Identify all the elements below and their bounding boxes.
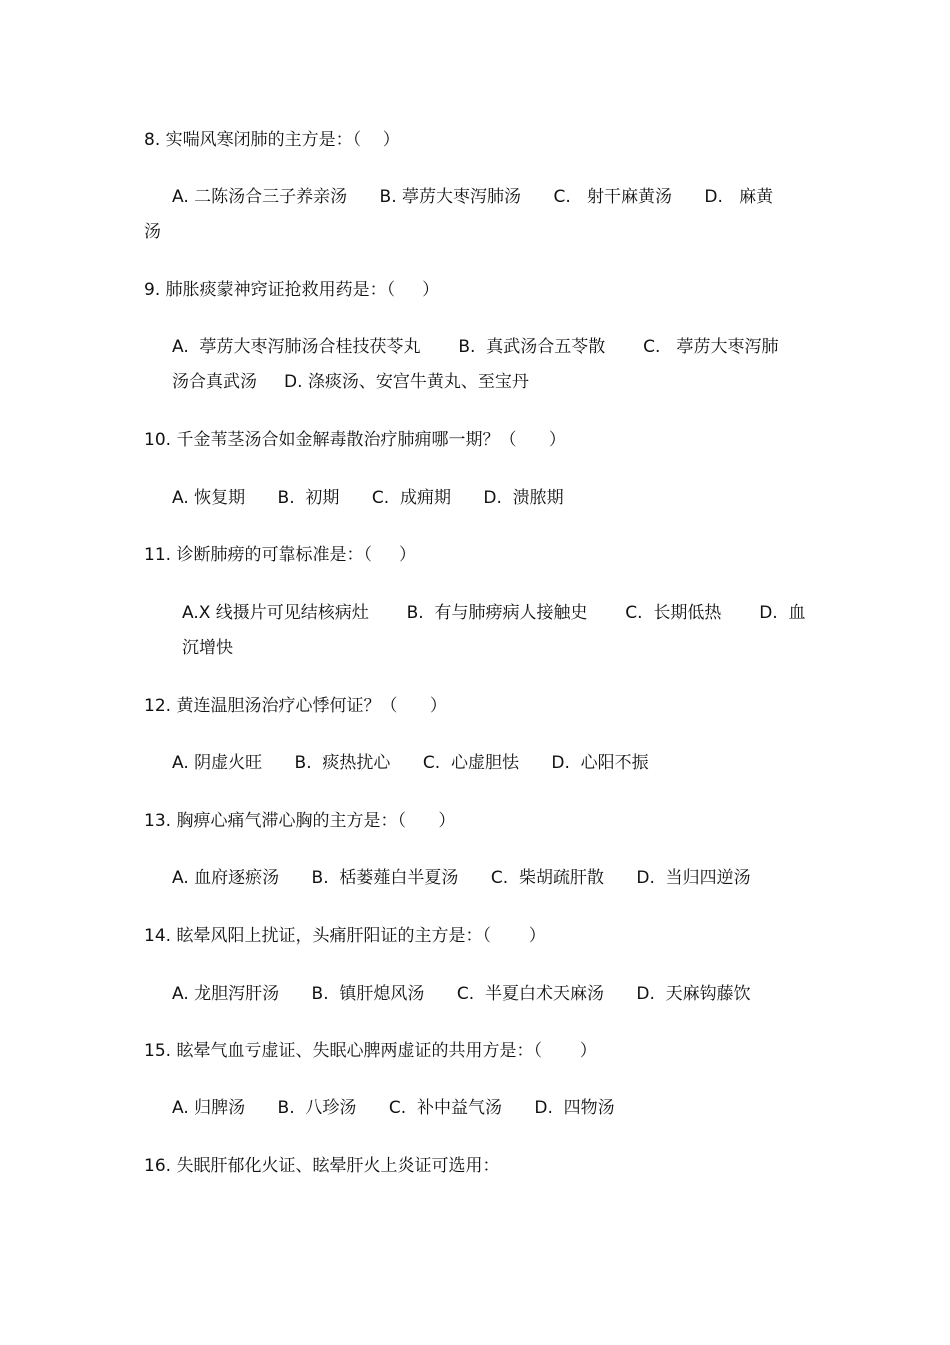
question-text: 眩晕气血亏虚证、失眠心脾两虚证的共用方是：（ ） [176,1041,597,1061]
question-text: 眩晕风阳上扰证，头痛肝阳证的主方是：（ ） [176,926,546,946]
question-text: 失眠肝郁化火证、眩晕肝火上炎证可选用： [176,1156,500,1176]
question-number: 13. [144,811,172,831]
question-15 [144,1039,597,1063]
options-line: A. 恢复期 B. 初期 C. 成痈期 D. 溃脓期 [172,488,564,508]
question-text: 胸痹心痛气滞心胸的主方是：（ ） [176,811,456,831]
question-9 [144,278,439,302]
options-line: A. 龙胆泻肝汤 B. 镇肝熄风汤 C. 半夏白术天麻汤 D. 天麻钩藤饮 [172,984,751,1004]
question-text: 诊断肺痨的可靠标准是：（ ） [176,545,416,565]
options-line: A. 归脾汤 B. 八珍汤 C. 补中益气汤 D. 四物汤 [172,1098,615,1118]
question-10 [144,428,566,452]
question-number: 15. [144,1041,172,1061]
question-number: 11. [144,545,172,565]
question-12 [144,694,447,718]
question-text: 千金苇茎汤合如金解毒散治疗肺痈哪一期？（ ） [176,430,566,450]
options-line: 沉增快 [182,638,233,658]
question-text: 黄连温胆汤治疗心悸何证？（ ） [176,696,447,716]
question-16 [144,1154,499,1178]
options-line: A. 血府逐瘀汤 B. 栝蒌薤白半夏汤 C. 柴胡疏肝散 D. 当归四逆汤 [172,868,751,888]
question-number: 10. [144,430,172,450]
options-line: 汤合真武汤 D. 涤痰汤、安宫牛黄丸、至宝丹 [172,372,529,392]
question-number: 12. [144,696,172,716]
options-line: 汤 [144,222,161,242]
question-number: 8. [144,130,161,150]
options-line: A. 阴虚火旺 B. 痰热扰心 C. 心虚胆怯 D. 心阳不振 [172,753,649,773]
question-8 [144,128,400,152]
question-11 [144,543,416,567]
question-text: 肺胀痰蒙神窍证抢救用药是：（ ） [165,280,440,300]
options-line: A. 葶苈大枣泻肺汤合桂技茯苓丸 B. 真武汤合五苓散 C. 葶苈大枣泻肺 [172,337,779,357]
question-text: 实喘风寒闭肺的主方是：（ ） [165,130,400,150]
question-number: 9. [144,280,161,300]
options-line: A.X 线摄片可见结核病灶 B. 有与肺痨病人接触史 C. 长期低热 D. 血 [182,603,806,623]
question-13 [144,809,455,833]
question-number: 14. [144,926,172,946]
question-14 [144,924,546,948]
options-line: A. 二陈汤合三子养亲汤 B. 葶苈大枣泻肺汤 C. 射干麻黄汤 D. 麻黄 [172,187,774,207]
question-number: 16. [144,1156,172,1176]
